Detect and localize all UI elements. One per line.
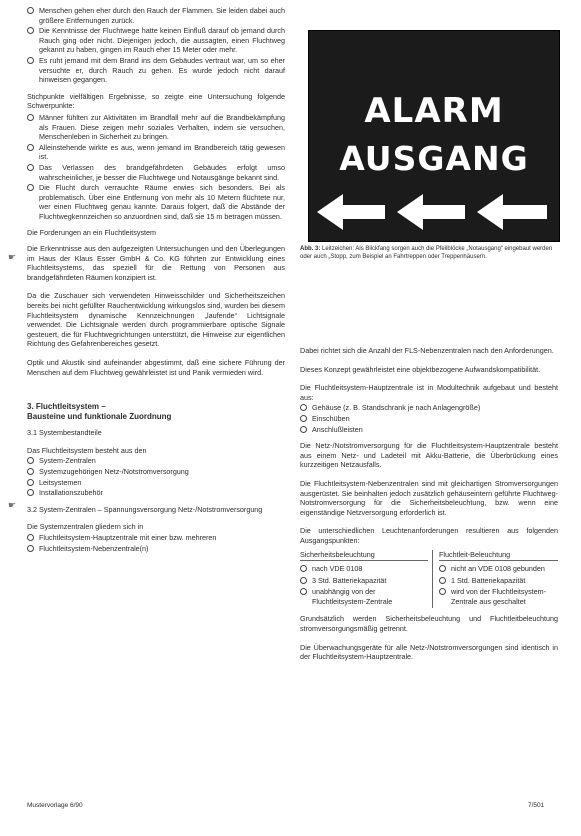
list-item: Fluchtleitsystem-Hauptzentrale mit einer bzw. mehreren [27,533,285,543]
list-item: Installationszubehör [27,488,285,498]
caption-label: Abb. 3: [300,246,321,252]
list-item: Es ruht jemand mit dem Brand ins dem Gebäudes vertraut war, um so eher versuchte er, durch Rauch zu gehen. Es wurde jedoch nicht darauf hinweisen gegangen. [27,56,285,85]
subsection-heading: 3.2 System-Zentralen – Spannungsversorgung Netz-/Notstromversorgung [27,504,263,514]
list-item: Menschen gehen eher durch den Rauch der Flammen. Sie leiden dabei auch größere Entfernungen zurück. [27,6,285,25]
table-column-right [432,550,558,609]
findings-list [27,113,285,222]
hand-pointer-icon: ☛ [8,500,17,510]
left-column [27,6,285,560]
table-list [439,564,558,606]
footer-left: Mustervorlage 6/90 [27,802,83,809]
sign-line-2: AUSGANG [339,139,529,178]
central-intro: Die Systemzentralen gliedern sich in [27,522,144,532]
paragraph: Die Überwachungsgeräte für alle Netz-/Notstromversorgungen sind identisch in der Fluchtleitsystem-Hauptzentrale. [300,642,558,662]
centrals-list [27,533,285,553]
modules-list [300,403,558,434]
list-item: Leitsystemen [27,478,285,488]
section-heading: Die Forderungen an ein Fluchtleitsystem [27,228,157,238]
caption-text: Leitzeichen: Als Blickfang sorgen auch die Pfeilblöcke „Notausgang“ eingebaut werden oder auch „Stopp, zum Beispiel an Fahrtreppen oder Treppenhäusern. [300,246,553,260]
figure-caption [300,246,558,261]
list-item: Die Flucht durch verrauchte Räume erwies sich besonders. Bei als problematisch. Über eine Entfernung von mehr als 10 Metern flüchtete nur, wer einen Fluchtweg genau kannte. Daraus folgert, daß die Abstände der Fluchtwegkennzeichen so anzuordnen sind, daß sie 15 m betragen müssen. [27,183,285,221]
table-cell: 3 Std. Batteriekapazität [300,576,428,586]
paragraph: Die Fluchtleitsystem-Nebenzentralen sind mit gleichartigen Stromversorgungen ausgerüstet. Sie beinhalten jedoch zusätzlich gehäuseintern geführte Fluchtweg-Notstromversorgung für die Sicherheitsbeleuchtung, bzw. wenn eine eigenständige Netzversorgung erforderlich ist. [300,478,558,517]
list-item: Männer fühlten zur Aktivitäten im Brandfall mehr auf die Brandbekämpfung als Frauen. Diese zeigen mehr soziales Verhalten, indem sie versuchen, Menschenleben in Sicherheit zu bringen. [27,113,285,142]
table-cell: nicht an VDE 0108 gebunden [439,564,558,574]
paragraph: Dabei richtet sich die Anzahl der FLS-Nebenzentralen nach den Anforderungen. [300,346,554,355]
list-item: Systemzugehörigen Netz-/Notstromversorgung [27,467,285,477]
comparison-table [300,550,558,609]
paragraph: Da die Zuschauer sich verwendeten Hinweisschilder und Sicherheitszeichen bereits bei nicht gefüllter Rauchentwicklung wirkungslos sind, wurden bei diesem Fluchtleitsystem dynamische Kennzeichnungen „laufende“ Lichtsignale verwendet. Die Lichtsignale werden durch programmierbare optische Signale gesteuert, die für Fluchtwegrichtungen unterstützt, die Hinweise zur eigentlichen Richtung des Gefahrenbereiches gesetzt. [27,291,285,349]
table-cell: unabhängig von der Fluchtleitsystem-Zentrale [300,587,428,606]
left-arrows-icon [313,191,555,233]
table-cell: wird von der Fluchtleitsystem-Zentrale aus geschaltet [439,587,558,606]
list-item: Alleinstehende wirkte es aus, wenn jemand im Brandbereich tätig gewesen ist. [27,143,285,162]
table-header: Sicherheitsbeleuchtung [300,550,428,562]
paragraph: Die Netz-/Notstromversorgung für die Fluchtleitsystem-Hauptzentrale besteht aus einem Netz- und Ladeteil mit Akku-Batterie, die Überbrückung eines kurzzeitigen Netzausfalls. [300,441,558,470]
right-column [300,346,558,671]
paragraph: Die Fluchtleitsystem-Hauptzentrale ist in Modultechnik aufgebaut und besteht aus: [300,383,558,402]
page-number: 7/501 [528,802,545,809]
paragraph: Die Erkenntnisse aus den aufgezeigten Untersuchungen und den Überlegungen im Haus der Klaus Esser GmbH & Co. KG führten zur Entwicklung eines Fluchtleitsystems, das speziell für die Rettung von Personen aus brandgefährdeten Räumen konzipiert ist. [27,244,285,282]
list-item: System-Zentralen [27,456,285,466]
paragraph: Die unterschiedlichen Leuchtenanforderungen resultieren aus folgenden Ausgangspunkten: [300,526,558,545]
subsection-heading: 3.1 Systembestandteile [27,428,102,438]
findings-intro: Stichpunkte vielfältigen Ergebnisse, so zeigte eine Untersuchung folgende Schwerpunkte: [27,91,285,111]
top-bullet-list [27,6,285,85]
list-item: Das Verlassen des brandgefährdeten Gebäudes erfolgt umso wahrscheinlicher, je besser die Fluchtwege und Notausgänge bekannt sind. [27,163,285,182]
sign-line-1: ALARM [364,91,504,131]
table-column-left [300,550,432,609]
paragraph: Optik und Akustik sind aufeinander abgestimmt, daß eine sichere Führung der Menschen auf dem Fluchtweg gewährleistet ist und Panik vermieden wird. [27,358,285,377]
chapter-heading-title: Bausteine und funktionale Zuordnung [27,412,172,422]
alarm-exit-sign-photo [308,30,560,242]
hand-pointer-icon: ☛ [8,252,17,262]
spacer [27,386,285,402]
list-item: Gehäuse (z. B. Standschrank je nach Anlagengröße) [300,403,558,413]
chapter-heading-number: 3. Fluchtleitsystem – [27,402,106,412]
system-intro: Das Fluchtleitsystem besteht aus den [27,445,147,455]
table-header: Fluchtleit-Beleuchtung [439,550,558,562]
list-item: Die Kenntnisse der Fluchtwege hatte keinen Einfluß darauf ob jemand durch Rauch ging oder nicht. Diejenigen jedoch, die aussagten, einen Fluchtweg gekannt zu haben, gingen im Rauch eher 15 Meter oder mehr. [27,26,285,55]
list-item: Anschlußleisten [300,425,558,435]
list-item: Fluchtleitsystem-Nebenzentrale(n) [27,544,285,554]
paragraph: Grundsätzlich werden Sicherheitsbeleuchtung und Fluchtleitbeleuchtung stromversorgungsmäßig getrennt. [300,614,558,634]
table-list [300,564,428,606]
list-item: Einschüben [300,414,558,424]
paragraph: Dieses Konzept gewährleistet eine objektbezogene Aufwandskompatibilität. [300,364,541,374]
table-cell: 1 Std. Batteriekapazität [439,576,558,586]
system-parts-list [27,456,285,497]
table-cell: nach VDE 0108 [300,564,428,574]
